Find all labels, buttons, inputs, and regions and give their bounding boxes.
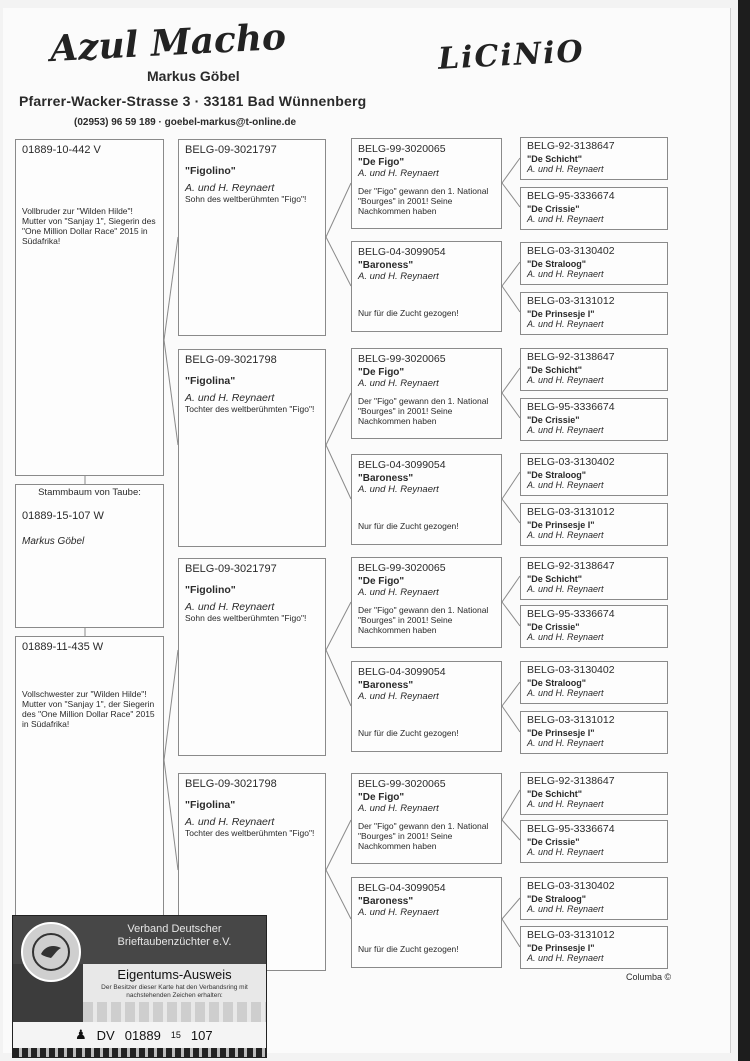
gen4-breeder: A. und H. Reynaert	[527, 530, 604, 540]
owner-contact: (02953) 96 59 189 · goebel-markus@t-online.de	[74, 117, 297, 128]
gen4-name: "De Crissie"	[527, 204, 580, 214]
gen2-breeder: A. und H. Reynaert	[185, 816, 275, 828]
gen4-breeder: A. und H. Reynaert	[527, 480, 604, 490]
gen3-ring: BELG-04-3099054	[358, 882, 446, 894]
gen4-box[interactable]	[520, 772, 668, 815]
gen4-ring: BELG-03-3130402	[527, 880, 615, 892]
gen4-box[interactable]	[520, 292, 668, 335]
gen4-name: "De Schicht"	[527, 154, 583, 164]
gen2-note: Tochter des weltberühmten "Figo"!	[185, 828, 315, 838]
gen4-name: "De Schicht"	[527, 789, 583, 799]
gen4-box[interactable]	[520, 503, 668, 546]
gen2-name: "Figolino"	[185, 584, 236, 596]
gen4-name: "De Straloog"	[527, 678, 587, 688]
gen2-note: Sohn des weltberühmten "Figo"!	[185, 613, 307, 623]
gen4-breeder: A. und H. Reynaert	[527, 269, 604, 279]
gen4-breeder: A. und H. Reynaert	[527, 214, 604, 224]
gen2-breeder: A. und H. Reynaert	[185, 601, 275, 613]
gen4-name: "De Crissie"	[527, 837, 580, 847]
gen3-box[interactable]	[351, 348, 502, 439]
gen4-ring: BELG-95-3336674	[527, 401, 615, 413]
gen4-breeder: A. und H. Reynaert	[527, 164, 604, 174]
owner-address: Pfarrer-Wacker-Strasse 3 · 33181 Bad Wünnenberg	[19, 93, 367, 109]
gen4-breeder: A. und H. Reynaert	[527, 847, 604, 857]
gen3-name: "Baroness"	[358, 680, 414, 691]
gen4-box[interactable]	[520, 453, 668, 496]
gen4-ring: BELG-03-3130402	[527, 664, 615, 676]
gen3-name: "De Figo"	[358, 792, 405, 803]
handwritten-title-left: Azul Macho	[49, 15, 287, 71]
ownership-card	[12, 915, 267, 1058]
gen4-breeder: A. und H. Reynaert	[527, 688, 604, 698]
gen3-breeder: A. und H. Reynaert	[358, 378, 439, 389]
dove-icon	[31, 932, 71, 972]
gen4-ring: BELG-03-3131012	[527, 714, 615, 726]
gen4-breeder: A. und H. Reynaert	[527, 584, 604, 594]
gen3-breeder: A. und H. Reynaert	[358, 484, 439, 495]
gen4-box[interactable]	[520, 711, 668, 754]
gen3-note: Nur für die Zucht gezogen!	[358, 521, 459, 531]
gen4-box[interactable]	[520, 926, 668, 969]
card-subtitle: Der Besitzer dieser Karte hat den Verbandsring mit nachstehenden Zeichen erhalten:	[101, 984, 248, 999]
gen2-name: "Figolina"	[185, 375, 236, 387]
gen4-box[interactable]	[520, 820, 668, 863]
gen3-breeder: A. und H. Reynaert	[358, 168, 439, 179]
gen4-breeder: A. und H. Reynaert	[527, 319, 604, 329]
gen3-name: "Baroness"	[358, 260, 414, 271]
gen4-name: "De Schicht"	[527, 365, 583, 375]
subject-breeder: Markus Göbel	[22, 536, 85, 547]
mother-ring: 01889-11-435 W	[22, 641, 104, 653]
gen3-box[interactable]	[351, 454, 502, 545]
gen4-name: "De Crissie"	[527, 415, 580, 425]
gen3-note: Nur für die Zucht gezogen!	[358, 728, 459, 738]
gen3-ring: BELG-04-3099054	[358, 246, 446, 258]
gen3-note: Der "Figo" gewann den 1. National "Bourges" in 2001! Seine Nachkommen haben	[358, 396, 489, 426]
subject-ring: 01889-15-107 W	[22, 510, 104, 522]
gen3-note: Der "Figo" gewann den 1. National "Bourges" in 2001! Seine Nachkommen haben	[358, 821, 489, 851]
gen2-breeder: A. und H. Reynaert	[185, 182, 275, 194]
card-country-icon: DV	[96, 1027, 115, 1043]
gen2-box[interactable]	[178, 349, 326, 547]
handwritten-title-right: LiCiNiO	[437, 34, 586, 77]
gen2-note: Tochter des weltberühmten "Figo"!	[185, 404, 315, 414]
gen2-box[interactable]	[178, 139, 326, 336]
gen4-breeder: A. und H. Reynaert	[527, 632, 604, 642]
gen2-ring: BELG-09-3021797	[185, 144, 277, 156]
gen2-box[interactable]	[178, 558, 326, 756]
card-ring-serial: 107	[190, 1027, 213, 1043]
gen3-name: "De Figo"	[358, 367, 405, 378]
gen3-breeder: A. und H. Reynaert	[358, 691, 439, 702]
gen4-name: "De Prinsesje I"	[527, 309, 595, 319]
gen3-box[interactable]	[351, 241, 502, 332]
gen2-name: "Figolino"	[185, 165, 236, 177]
gen4-box[interactable]	[520, 605, 668, 648]
gen3-ring: BELG-99-3020065	[358, 562, 446, 574]
gen3-box[interactable]	[351, 138, 502, 229]
gen4-breeder: A. und H. Reynaert	[527, 375, 604, 385]
gen3-name: "De Figo"	[358, 157, 405, 168]
gen3-breeder: A. und H. Reynaert	[358, 907, 439, 918]
gen4-name: "De Straloog"	[527, 470, 587, 480]
gen2-breeder: A. und H. Reynaert	[185, 392, 275, 404]
gen3-name: "Baroness"	[358, 896, 414, 907]
gen4-breeder: A. und H. Reynaert	[527, 738, 604, 748]
gen4-breeder: A. und H. Reynaert	[527, 904, 604, 914]
gen2-ring: BELG-09-3021797	[185, 563, 277, 575]
gen2-ring: BELG-09-3021798	[185, 354, 277, 366]
gen4-name: "De Straloog"	[527, 259, 587, 269]
gen3-breeder: A. und H. Reynaert	[358, 803, 439, 814]
gen2-note: Sohn des weltberühmten "Figo"!	[185, 194, 307, 204]
footer-credit: Columba ©	[626, 972, 672, 982]
gen4-ring: BELG-95-3336674	[527, 823, 615, 835]
owner-name: Markus Göbel	[147, 68, 240, 84]
gen4-breeder: A. und H. Reynaert	[527, 953, 604, 963]
gen3-name: "Baroness"	[358, 473, 414, 484]
gen3-box[interactable]	[351, 661, 502, 752]
gen3-ring: BELG-99-3020065	[358, 143, 446, 155]
card-body	[83, 964, 266, 1024]
gen4-name: "De Prinsesje I"	[527, 728, 595, 738]
gen3-ring: BELG-99-3020065	[358, 353, 446, 365]
gen4-name: "De Schicht"	[527, 574, 583, 584]
gen3-note: Nur für die Zucht gezogen!	[358, 944, 459, 954]
gen4-ring: BELG-92-3138647	[527, 140, 615, 152]
gen4-name: "De Prinsesje I"	[527, 943, 595, 953]
gen4-breeder: A. und H. Reynaert	[527, 425, 604, 435]
gen4-box[interactable]	[520, 187, 668, 230]
gen4-box[interactable]	[520, 877, 668, 920]
gen3-box[interactable]	[351, 557, 502, 648]
gen4-ring: BELG-03-3131012	[527, 506, 615, 518]
father-box[interactable]	[15, 139, 164, 476]
gen4-breeder: A. und H. Reynaert	[527, 799, 604, 809]
gen3-ring: BELG-04-3099054	[358, 459, 446, 471]
gen4-box[interactable]	[520, 242, 668, 285]
card-pattern	[83, 1002, 266, 1024]
gen3-note: Der "Figo" gewann den 1. National "Bourges" in 2001! Seine Nachkommen haben	[358, 605, 489, 635]
card-org: Verband Deutscher Brieftaubenzüchter e.V.	[117, 923, 232, 948]
gen4-ring: BELG-92-3138647	[527, 351, 615, 363]
subject-box[interactable]	[15, 484, 164, 628]
gen3-box[interactable]	[351, 773, 502, 864]
association-logo	[21, 922, 81, 982]
card-seal-icon: ♟	[75, 1027, 87, 1042]
gen3-note: Der "Figo" gewann den 1. National "Bourges" in 2001! Seine Nachkommen haben	[358, 186, 489, 216]
gen3-name: "De Figo"	[358, 576, 405, 587]
card-ring-year: 15	[170, 1030, 181, 1040]
father-ring: 01889-10-442 V	[22, 144, 101, 156]
gen4-ring: BELG-03-3131012	[527, 929, 615, 941]
gen3-ring: BELG-99-3020065	[358, 778, 446, 790]
father-note: Vollbruder zur "Wilden Hilde"! Mutter von "Sanjay 1", Siegerin des "One Million Dollar Race" 2015 in Südafrika!	[22, 206, 156, 246]
gen4-box[interactable]	[520, 348, 668, 391]
gen2-ring: BELG-09-3021798	[185, 778, 277, 790]
mother-box[interactable]	[15, 636, 164, 926]
card-band	[13, 1048, 266, 1057]
gen4-ring: BELG-03-3130402	[527, 456, 615, 468]
gen4-box[interactable]	[520, 398, 668, 441]
card-ring-row	[13, 1022, 266, 1048]
gen4-ring: BELG-95-3336674	[527, 608, 615, 620]
gen4-ring: BELG-03-3131012	[527, 295, 615, 307]
gen3-ring: BELG-04-3099054	[358, 666, 446, 678]
gen4-name: "De Prinsesje I"	[527, 520, 595, 530]
gen4-ring: BELG-92-3138647	[527, 775, 615, 787]
gen4-box[interactable]	[520, 137, 668, 180]
card-title: Eigentums-Ausweis	[117, 967, 232, 982]
gen3-breeder: A. und H. Reynaert	[358, 587, 439, 598]
gen4-ring: BELG-92-3138647	[527, 560, 615, 572]
subject-label: Stammbaum von Taube:	[38, 487, 141, 498]
gen3-note: Nur für die Zucht gezogen!	[358, 308, 459, 318]
gen2-name: "Figolina"	[185, 799, 236, 811]
gen4-box[interactable]	[520, 557, 668, 600]
gen4-name: "De Straloog"	[527, 894, 587, 904]
card-ring-number: 01889	[124, 1027, 161, 1043]
gen4-box[interactable]	[520, 661, 668, 704]
mother-note: Vollschwester zur "Wilden Hilde"! Mutter von "Sanjay 1", der Siegerin des "One Million Dollar Race" 2015 in Südafrika!	[22, 689, 155, 729]
gen4-ring: BELG-95-3336674	[527, 190, 615, 202]
gen4-ring: BELG-03-3130402	[527, 245, 615, 257]
gen4-name: "De Crissie"	[527, 622, 580, 632]
gen3-box[interactable]	[351, 877, 502, 968]
gen3-breeder: A. und H. Reynaert	[358, 271, 439, 282]
